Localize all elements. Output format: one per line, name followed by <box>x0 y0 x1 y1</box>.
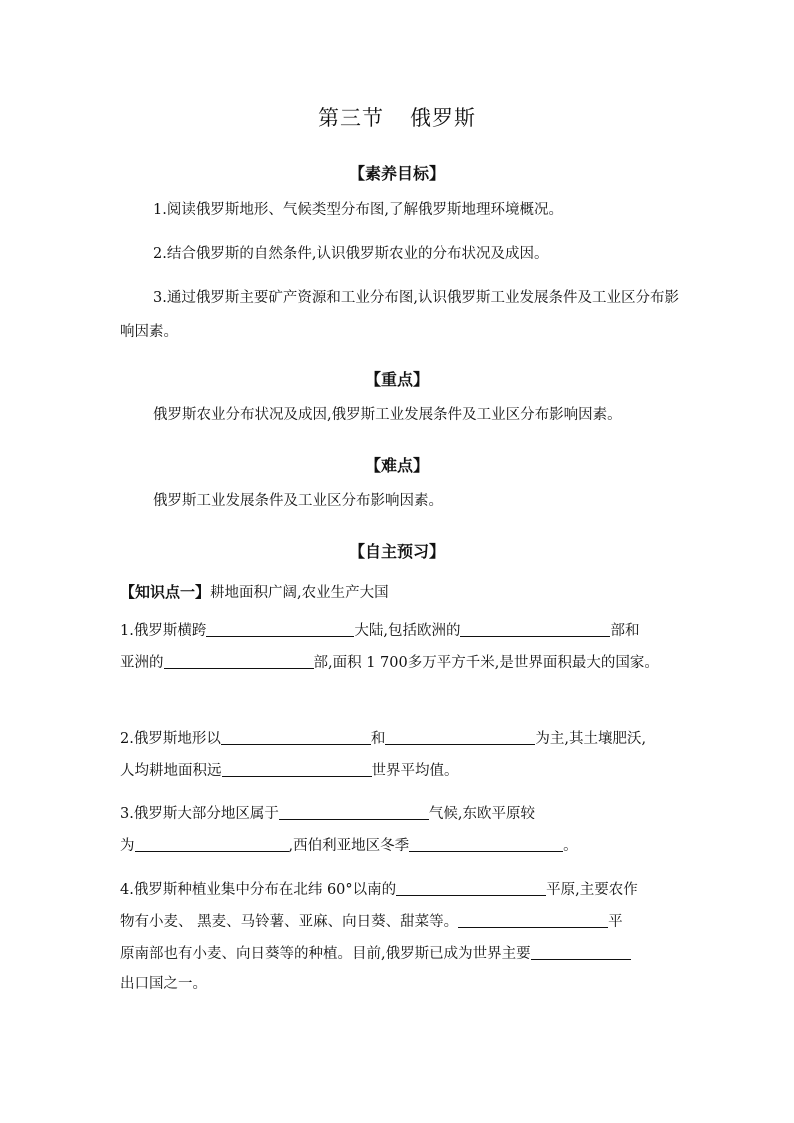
question-2-line-2 <box>120 759 459 780</box>
q3-text-e: 。 <box>563 838 578 854</box>
knowledge-point-1 <box>120 581 389 602</box>
title-section-number: 第三节 <box>318 106 384 130</box>
q1-blank-3[interactable] <box>164 652 314 669</box>
q4-blank-1[interactable] <box>396 879 546 896</box>
title-country: 俄罗斯 <box>410 106 476 130</box>
q3-text-c: 为 <box>120 838 135 854</box>
q2-blank-3[interactable] <box>222 760 372 777</box>
question-1-line-1 <box>120 619 639 640</box>
q2-text-c: 为主,其土壤肥沃, <box>535 731 647 747</box>
key-points-heading: 【重点】 <box>364 370 429 389</box>
q1-text-a: 1.俄罗斯横跨 <box>120 623 207 639</box>
q3-text-a: 3.俄罗斯大部分地区属于 <box>120 806 279 822</box>
q3-text-d: ,西伯利亚地区冬季 <box>288 838 410 854</box>
question-4-line-4: 出口国之一。 <box>120 976 207 992</box>
q4-text-b: 平原,主要农作 <box>546 882 638 898</box>
q3-blank-3[interactable] <box>409 835 563 852</box>
q3-text-b: 气候,东欧平原较 <box>428 806 535 822</box>
question-4-line-2 <box>120 910 623 931</box>
q2-blank-2[interactable] <box>385 728 535 745</box>
goals-heading: 【素养目标】 <box>348 164 445 183</box>
q4-text-e: 原南部也有小麦、向日葵等的种植。目前,俄罗斯已成为世界主要 <box>120 946 531 962</box>
q1-blank-2[interactable] <box>460 620 610 637</box>
q4-blank-2[interactable] <box>458 911 608 928</box>
q2-blank-1[interactable] <box>221 728 371 745</box>
q1-text-b: 大陆,包括欧洲的 <box>354 623 461 639</box>
q1-text-e: 部,面积 1 700多万平方千米,是世界面积最大的国家。 <box>313 655 659 671</box>
knowledge-point-label: 【知识点一】 <box>120 583 211 601</box>
q1-text-d: 亚洲的 <box>120 655 164 671</box>
difficult-points-text: 俄罗斯工业发展条件及工业区分布影响因素。 <box>153 493 443 509</box>
question-1-line-2 <box>120 651 659 672</box>
q4-text-c: 物有小麦、 黑麦、马铃薯、亚麻、向日葵、甜菜等。 <box>120 914 459 930</box>
goal-item-2: 2.结合俄罗斯的自然条件,认识俄罗斯农业的分布状况及成因。 <box>153 246 549 262</box>
q3-blank-2[interactable] <box>135 835 289 852</box>
q4-blank-3[interactable] <box>531 943 631 960</box>
q2-text-e: 世界平均值。 <box>371 763 459 779</box>
question-2-line-1 <box>120 727 646 748</box>
q2-text-d: 人均耕地面积远 <box>120 763 222 779</box>
difficult-points-heading: 【难点】 <box>364 456 429 475</box>
q3-blank-1[interactable] <box>279 803 429 820</box>
question-3-line-2 <box>120 834 578 855</box>
preview-heading: 【自主预习】 <box>348 542 445 561</box>
question-3-line-1 <box>120 802 535 823</box>
question-4-line-1 <box>120 878 638 899</box>
goal-item-3: 3.通过俄罗斯主要矿产资源和工业分布图,认识俄罗斯工业发展条件及工业区分布影响因素。 <box>120 290 679 340</box>
goal-item-1: 1.阅读俄罗斯地形、气候类型分布图,了解俄罗斯地理环境概况。 <box>153 202 563 218</box>
q4-text-a: 4.俄罗斯种植业集中分布在北纬 60°以南的 <box>120 882 397 898</box>
question-4-line-3 <box>120 942 631 963</box>
q2-text-b: 和 <box>370 731 386 747</box>
key-points-text: 俄罗斯农业分布状况及成因,俄罗斯工业发展条件及工业区分布影响因素。 <box>153 407 622 423</box>
q1-blank-1[interactable] <box>206 620 354 637</box>
knowledge-point-title: 耕地面积广阔,农业生产大国 <box>210 585 389 601</box>
q1-text-c: 部和 <box>610 623 640 639</box>
page-title <box>0 102 794 132</box>
q4-text-d: 平 <box>608 914 623 930</box>
q2-text-a: 2.俄罗斯地形以 <box>120 731 221 747</box>
